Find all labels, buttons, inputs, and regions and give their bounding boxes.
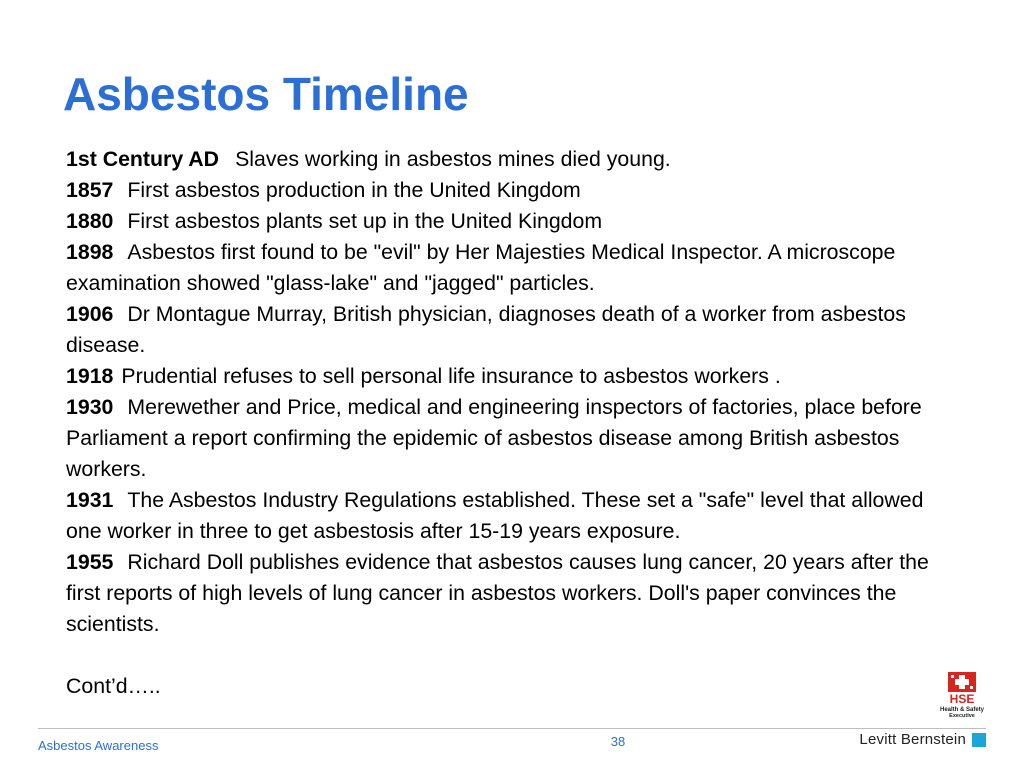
timeline-entry (66, 299, 946, 361)
timeline-year: 1898 (66, 240, 114, 264)
footer-presentation-label: Asbestos Awareness (38, 738, 159, 753)
continued-label: Cont’d….. (66, 674, 161, 698)
timeline-year: 1955 (66, 550, 114, 574)
timeline-year: 1918 (66, 364, 114, 388)
timeline-entry (66, 547, 946, 640)
hse-logo-line1: Health & Safety (939, 707, 985, 713)
footer-divider (38, 728, 986, 729)
timeline-text: First asbestos production in the United Kingdom (127, 178, 581, 202)
timeline-text: First asbestos plants set up in the United Kingdom (127, 209, 603, 233)
timeline-year: 1880 (66, 209, 114, 233)
timeline-body (66, 144, 946, 702)
timeline-text: Dr Montague Murray, British physician, diagnoses death of a worker from asbestos disease. (66, 302, 906, 357)
timeline-year: 1930 (66, 395, 114, 419)
hse-logo-line2: Executive (949, 713, 975, 718)
timeline-entry (66, 206, 946, 237)
timeline-entry (66, 175, 946, 206)
timeline-year: 1857 (66, 178, 114, 202)
timeline-entry (66, 361, 946, 392)
footer-brand (859, 731, 986, 749)
timeline-year: 1906 (66, 302, 114, 326)
hse-logo (936, 672, 988, 718)
timeline-text: Slaves working in asbestos mines died young. (235, 147, 671, 171)
timeline-entry (66, 392, 946, 485)
timeline-entry (66, 485, 946, 547)
timeline-text: The Asbestos Industry Regulations established. These set a "safe" level that allowed one worker in three to get asbestosis after 15-19 years exposure. (66, 488, 924, 543)
timeline-year: 1st Century AD (66, 147, 220, 171)
timeline-text: Asbestos first found to be "evil" by Her Majesties Medical Inspector. A microscope examination showed "glass-lake" and "jagged" particles. (66, 240, 896, 295)
timeline-entry (66, 237, 946, 299)
timeline-text: Prudential refuses to sell personal life insurance to asbestos workers . (121, 364, 781, 388)
hse-logo-text: HSE (949, 692, 975, 706)
timeline-year: 1931 (66, 488, 114, 512)
brand-square-icon (972, 733, 986, 747)
paragraph-spacer (66, 640, 946, 671)
brand-name: Levitt Bernstein (859, 731, 966, 748)
timeline-text: Richard Doll publishes evidence that asbestos causes lung cancer, 20 years after the first reports of high levels of lung cancer in asbestos workers. Doll's paper convinces the scientists. (66, 550, 929, 636)
timeline-entry (66, 144, 946, 175)
slide-title: Asbestos Timeline (63, 68, 469, 120)
page-number: 38 (610, 734, 626, 749)
timeline-text: Merewether and Price, medical and engineering inspectors of factories, place before Parliament a report confirming the epidemic of asbestos disease among British asbestos workers. (66, 395, 922, 481)
